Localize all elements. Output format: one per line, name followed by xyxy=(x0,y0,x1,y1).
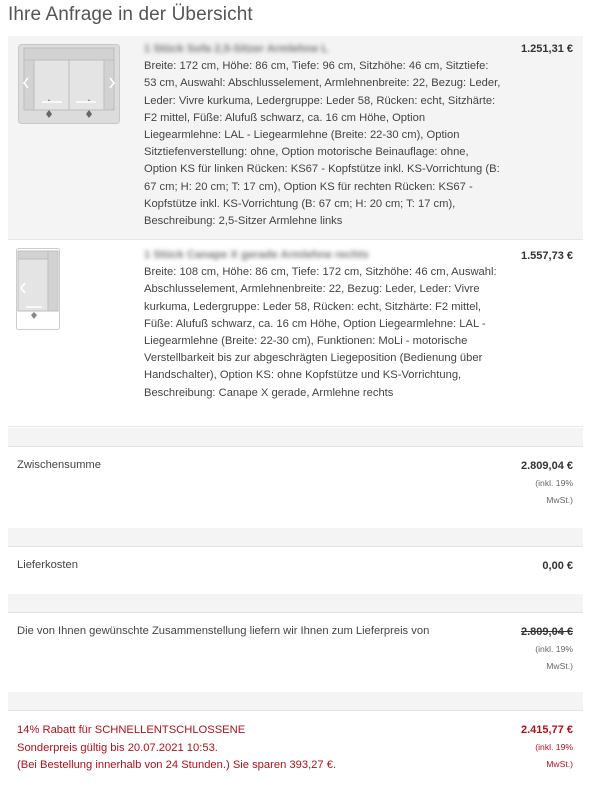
discount-text xyxy=(17,722,336,775)
discount-line-3: (Bei Bestellung innerhalb von 24 Stunden.) Sie sparen 393,27 €. xyxy=(17,759,337,772)
chevron-left-icon[interactable] xyxy=(22,77,30,89)
vat-note xyxy=(513,475,573,509)
sofa-module-icon xyxy=(18,44,120,124)
vat-note-line1: (inkl. 19% xyxy=(535,742,573,752)
vat-note xyxy=(513,739,573,773)
composition-row xyxy=(8,613,583,691)
chevron-left-icon[interactable] xyxy=(19,282,27,294)
item-price: 1.251,31 € xyxy=(521,43,573,55)
vat-note-line2: MwSt.) xyxy=(546,661,573,671)
item-description: Breite: 172 cm, Höhe: 86 cm, Tiefe: 96 cm, Sitzhöhe: 46 cm, Sitztiefe: 53 cm, Auswahl: Abschlusselement, Armlehnenbreite: 22, Bezug: Leder, Leder: Vivre kurkuma, Ledergruppe: Leder 58, Rücken: echt, Sitzhärte: F2 mittel, Füße: Alufuß schwarz, ca. 16 cm Höhe, Option Liegearmlehne: LAL - Liegearmlehne (Breite: 22-30 cm), Option Sitztiefenverstellung: ohne, Option motorische Beinauflage: ohne, Option KS für linken Rücken: KS67 - Kopfstütze inkl. KS-Vorrichtung (B: 67 cm; H: 20 cm; T: 17 cm), Option KS für rechten Rücken: KS67 - Kopfstütze inkl. KS-Vorrichtung (B: 67 cm; H: 20 cm; T: 17 cm), Beschreibung: 2,5-Sitzer Armlehne links xyxy=(144,60,501,228)
discount-row xyxy=(8,711,583,789)
product-thumbnail[interactable] xyxy=(16,248,60,335)
item-description: Breite: 108 cm, Höhe: 86 cm, Tiefe: 172 cm, Sitzhöhe: 46 cm, Auswahl: Abschlusselement, Armlehnenbreite: 22, Bezug: Leder, Leder: Vivre kurkuma, Ledergruppe: Leder 58, Rücken: echt, Sitzhärte: F2 mittel, Füße: Alufuß schwarz, ca. 16 cm Höhe, Option Liegearmlehne: LAL - Liegearmlehne (Breite: 22-30 cm), Funktionen: MoLi - motorische Verstellbarkeit bis zur abgeschrägten Liegeposition (Bedienung über Handschalter), Option KS: ohne Kopfstütze und KS-Vorrichtung, Beschreibung: Canape X gerade, Armlehne rechts xyxy=(144,266,497,399)
subtotal-row xyxy=(8,447,583,527)
discount-value: 2.415,77 € xyxy=(521,724,573,736)
item-details xyxy=(144,41,502,230)
delivery-label: Lieferkosten xyxy=(17,559,78,571)
cart-item-canape xyxy=(8,240,583,427)
composition-label: Die von Ihnen gewünschte Zusammenstellung liefern wir Ihnen zum Lieferpreis von xyxy=(17,625,430,637)
discount-line-2: Sonderpreis gültig bis 20.07.2021 10:53. xyxy=(17,741,218,754)
section-divider xyxy=(8,428,583,447)
item-price: 1.557,73 € xyxy=(521,250,573,262)
subtotal-value: 2.809,04 € xyxy=(521,460,573,472)
page-title: Ihre Anfrage in der Übersicht xyxy=(8,4,253,25)
delivery-value: 0,00 € xyxy=(542,560,573,572)
chevron-right-icon[interactable] xyxy=(108,77,116,89)
section-divider xyxy=(8,528,583,547)
cart-item-sofa xyxy=(8,36,583,240)
vat-note-line2: MwSt.) xyxy=(546,759,573,769)
item-details xyxy=(144,247,502,402)
item-name: 1 Stück Canape X gerade Armlehne rechts xyxy=(144,249,369,261)
item-name: 1 Stück Sofa 2,5-Sitzer Armlehne L xyxy=(144,43,329,55)
discount-line-1: 14% Rabatt für SCHNELLENTSCHLOSSENE xyxy=(17,724,246,736)
section-divider xyxy=(8,692,583,711)
vat-note-line1: (inkl. 19% xyxy=(535,644,573,654)
delivery-row xyxy=(8,547,583,593)
section-divider xyxy=(8,594,583,613)
composition-value: 2.809,04 € xyxy=(521,626,573,638)
subtotal-label: Zwischensumme xyxy=(17,459,101,471)
product-thumbnail[interactable] xyxy=(18,44,120,129)
vat-note-line2: MwSt.) xyxy=(546,495,573,505)
vat-note xyxy=(513,641,573,675)
vat-note-line1: (inkl. 19% xyxy=(535,478,573,488)
